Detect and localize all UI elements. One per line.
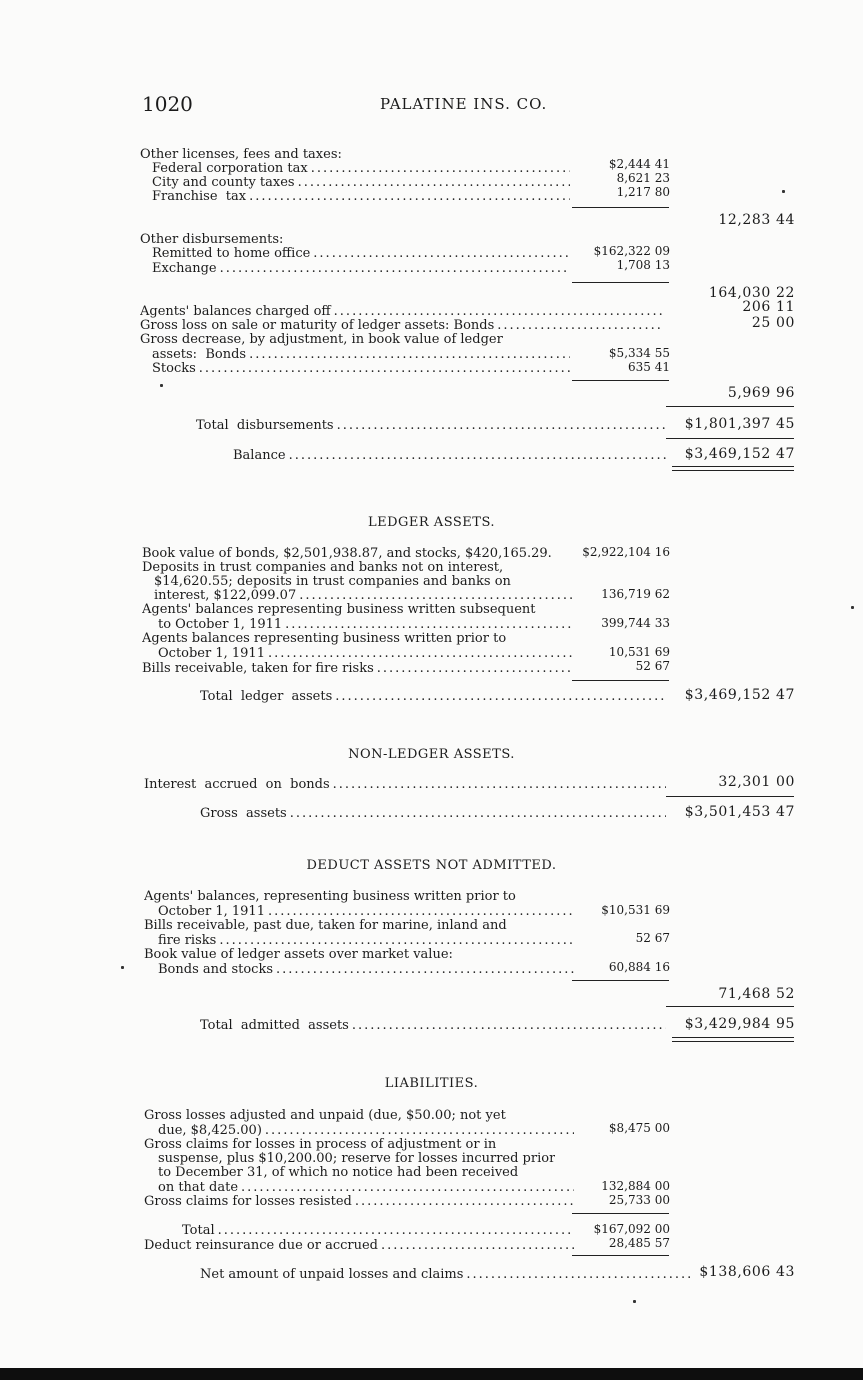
adjusted-line-1: Gross losses adjusted and unpaid (due, $50.00; not yet <box>144 1109 506 1123</box>
liabilities-total-label: Total <box>182 1224 215 1238</box>
total-ledger-label: Total ledger assets <box>200 690 333 704</box>
scan-edge-bar <box>0 1368 863 1380</box>
agents-prior-line-2: October 1, 1911 <box>158 647 265 661</box>
total-ledger-amount: $3,469,152 47 <box>684 687 795 703</box>
franchise-tax-row <box>152 190 570 204</box>
scan-speck <box>121 966 124 969</box>
decrease-stocks-label: Stocks <box>152 362 196 376</box>
city-tax-amount: 8,621 23 <box>616 171 670 185</box>
remitted-amount: $162,322 09 <box>593 244 670 258</box>
rule <box>666 796 794 797</box>
liabilities-title: LIABILITIES. <box>384 1076 479 1091</box>
decrease-bonds-amount: $5,334 55 <box>608 346 670 360</box>
rule <box>572 980 669 981</box>
scan-speck <box>782 190 785 193</box>
ledger-assets-title: LEDGER ASSETS. <box>367 515 496 530</box>
rule <box>572 680 669 681</box>
agents-prior-amount: 10,531 69 <box>608 645 670 659</box>
franchise-tax-amount: 1,217 80 <box>616 185 670 199</box>
agents-charged-off-label: Agents' balances charged off <box>140 305 331 319</box>
rule <box>666 406 794 407</box>
book-value-line: Book value of bonds, $2,501,938.87, and stocks, $420,165.29. <box>142 547 552 561</box>
total-disbursements-amount: $1,801,397 45 <box>684 416 795 432</box>
deposits-line-1: Deposits in trust companies and banks not on interest, <box>142 561 504 575</box>
rule <box>666 438 794 439</box>
total-admitted-row <box>200 1019 666 1033</box>
other-disb-heading: Other disbursements: <box>140 233 284 247</box>
non-ledger-title: NON-LEDGER ASSETS. <box>348 747 515 762</box>
adjusted-line-2: due, $8,425.00) <box>158 1124 262 1138</box>
deduct-title: DEDUCT ASSETS NOT ADMITTED. <box>306 858 557 873</box>
net-unpaid-label: Net amount of unpaid losses and claims <box>200 1268 464 1282</box>
remitted-row <box>152 247 570 261</box>
adjusted-row <box>158 1124 574 1138</box>
decrease-bonds-label: assets: Bonds <box>152 348 247 362</box>
balance-row <box>233 449 666 463</box>
deposits-amount: 136,719 62 <box>601 587 670 601</box>
liabilities-total-row <box>182 1224 574 1238</box>
remitted-label: Remitted to home office <box>152 247 311 261</box>
gross-assets-row <box>200 807 666 821</box>
gross-assets-label: Gross assets <box>200 807 287 821</box>
rule <box>572 380 669 381</box>
scan-speck <box>160 384 163 387</box>
bills-receivable-label: Bills receivable, taken for fire risks <box>142 662 374 676</box>
rule <box>572 282 669 283</box>
decrease-stocks-amount: 635 41 <box>628 360 670 374</box>
agents-subsequent-line-2: to October 1, 1911 <box>158 618 283 632</box>
rule <box>666 1006 794 1007</box>
scan-speck <box>633 1300 636 1303</box>
agents-subsequent-line-1: Agents' balances representing business written subsequent <box>142 603 536 617</box>
deduct-book-row <box>158 963 574 977</box>
agents-subsequent-row <box>158 618 574 632</box>
double-rule <box>672 1037 794 1042</box>
federal-tax-amount: $2,444 41 <box>608 157 670 171</box>
bills-receivable-row <box>142 662 574 676</box>
resisted-amount: 25,733 00 <box>608 1193 670 1207</box>
deduct-agents-line-2: October 1, 1911 <box>158 905 265 919</box>
gross-assets-amount: $3,501,453 47 <box>684 804 795 820</box>
decrease-total: 5,969 96 <box>727 385 795 401</box>
scan-speck <box>851 606 854 609</box>
deposits-line-3: interest, $122,099.07 <box>154 589 297 603</box>
running-head: PALATINE INS. CO. <box>380 95 548 113</box>
resisted-row <box>144 1195 574 1209</box>
reinsurance-amount: 28,485 57 <box>608 1236 670 1250</box>
balance-label: Balance <box>233 449 286 463</box>
total-disbursements-row <box>196 419 666 433</box>
claims-row <box>158 1181 574 1195</box>
decrease-bonds-row <box>152 348 570 362</box>
exchange-label: Exchange <box>152 262 217 276</box>
balance-amount: $3,469,152 47 <box>684 446 795 462</box>
deduct-bills-amount: 52 67 <box>635 931 670 945</box>
total-admitted-label: Total admitted assets <box>200 1019 349 1033</box>
franchise-tax-label: Franchise tax <box>152 190 247 204</box>
deduct-book-line-1: Book value of ledger assets over market value: <box>144 948 453 962</box>
reinsurance-label: Deduct reinsurance due or accrued <box>144 1239 378 1253</box>
liabilities-total-amount: $167,092 00 <box>593 1222 670 1236</box>
deduct-bills-row <box>158 934 574 948</box>
bills-receivable-amount: 52 67 <box>635 659 670 673</box>
interest-accrued-row <box>144 778 666 792</box>
total-ledger-row <box>200 690 666 704</box>
claims-line-4: on that date <box>158 1181 239 1195</box>
deduct-book-line-2: Bonds and stocks <box>158 963 274 977</box>
deposits-row <box>154 589 574 603</box>
agents-charged-off-amount: 206 11 <box>742 299 795 315</box>
exchange-amount: 1,708 13 <box>616 258 670 272</box>
agents-subsequent-amount: 399,744 33 <box>601 616 670 630</box>
other-disb-total: 164,030 22 <box>708 285 795 301</box>
rule <box>572 207 669 208</box>
claims-amount: 132,884 00 <box>601 1179 670 1193</box>
claims-line-3: to December 31, of which no notice had been received <box>158 1166 519 1180</box>
agents-charged-off-row <box>140 305 662 319</box>
rule <box>572 1255 669 1256</box>
gross-loss-row <box>140 319 662 333</box>
net-unpaid-row <box>200 1268 690 1282</box>
city-tax-row <box>152 176 570 190</box>
federal-tax-label: Federal corporation tax <box>152 162 308 176</box>
claims-line-1: Gross claims for losses in process of adjustment or in <box>144 1138 497 1152</box>
gross-decrease-heading: Gross decrease, by adjustment, in book value of ledger <box>140 333 503 347</box>
book-value-amount: $2,922,104 16 <box>582 545 670 559</box>
exchange-row <box>152 262 570 276</box>
deduct-book-amount: 60,884 16 <box>608 960 670 974</box>
claims-line-2: suspense, plus $10,200.00; reserve for losses incurred prior <box>158 1152 556 1166</box>
adjusted-amount: $8,475 00 <box>608 1121 670 1135</box>
total-disbursements-label: Total disbursements <box>196 419 334 433</box>
other-taxes-total: 12,283 44 <box>718 212 795 228</box>
decrease-stocks-row <box>152 362 570 376</box>
page-number: 1020 <box>142 92 193 116</box>
other-taxes-heading: Other licenses, fees and taxes: <box>140 148 342 162</box>
federal-tax-row <box>152 162 570 176</box>
deposits-line-2: $14,620.55; deposits in trust companies and banks on <box>154 575 511 589</box>
total-admitted-amount: $3,429,984 95 <box>684 1016 795 1032</box>
deduct-bills-line-2: fire risks <box>158 934 217 948</box>
deduct-agents-line-1: Agents' balances, representing business written prior to <box>144 890 516 904</box>
interest-accrued-label: Interest accrued on bonds <box>144 778 330 792</box>
agents-prior-line-1: Agents balances representing business written prior to <box>142 632 507 646</box>
resisted-label: Gross claims for losses resisted <box>144 1195 352 1209</box>
agents-prior-row <box>158 647 574 661</box>
net-unpaid-amount: $138,606 43 <box>699 1264 795 1280</box>
interest-accrued-amount: 32,301 00 <box>718 774 795 790</box>
deduct-agents-amount: $10,531 69 <box>601 903 670 917</box>
gross-loss-label: Gross loss on sale or maturity of ledger assets: Bonds <box>140 319 495 333</box>
reinsurance-row <box>144 1239 574 1253</box>
gross-loss-amount: 25 00 <box>751 315 795 331</box>
double-rule <box>672 466 794 471</box>
deduct-total: 71,468 52 <box>718 986 795 1002</box>
deduct-bills-line-1: Bills receivable, past due, taken for marine, inland and <box>144 919 507 933</box>
deduct-agents-row <box>158 905 574 919</box>
rule <box>572 1213 669 1214</box>
city-tax-label: City and county taxes <box>152 176 295 190</box>
